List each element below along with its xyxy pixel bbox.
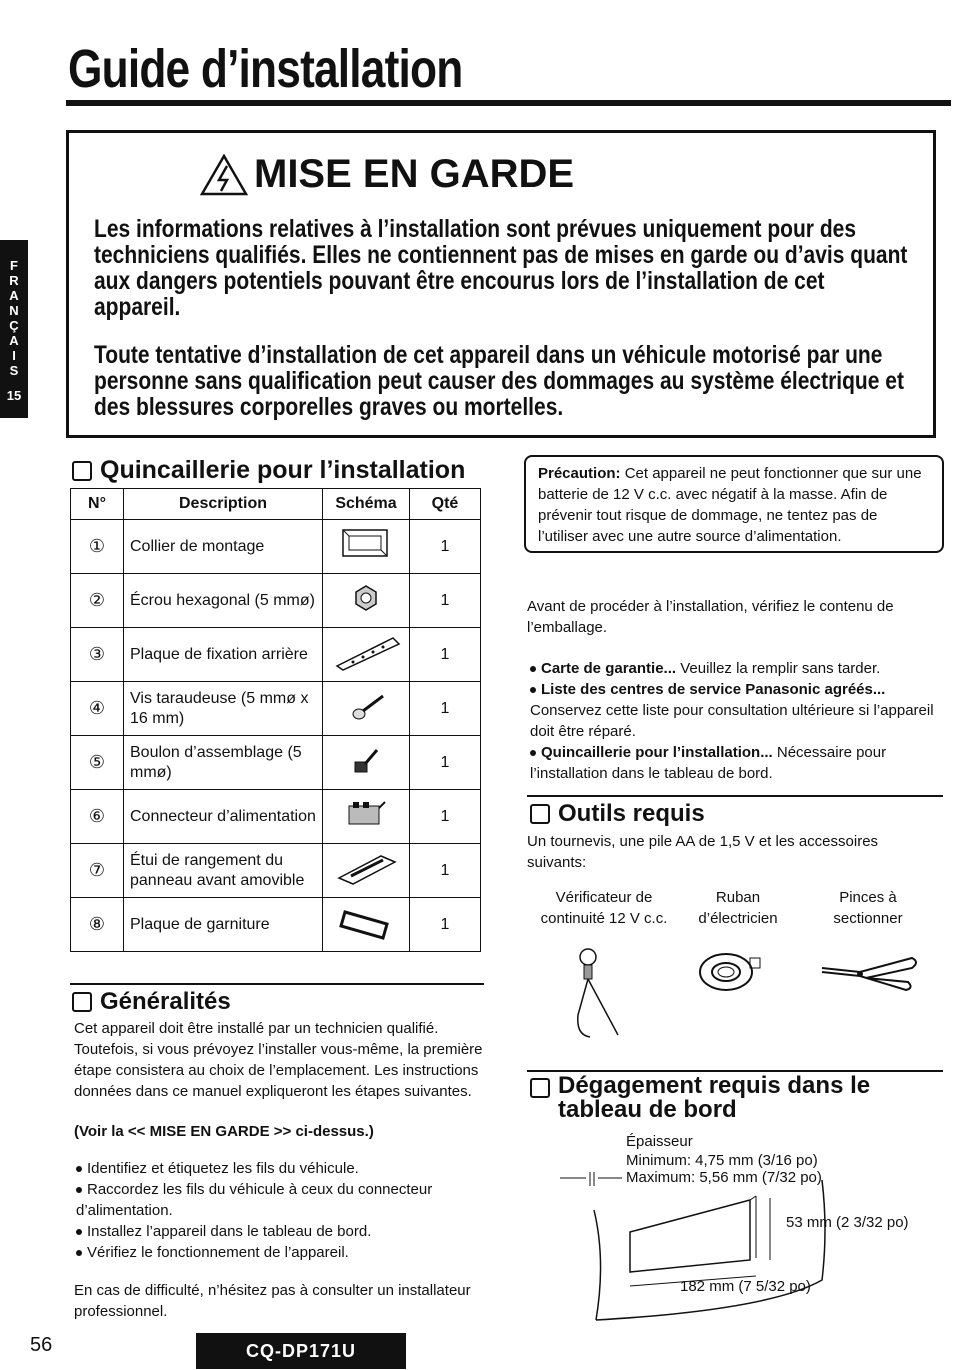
warning-heading-text: MISE EN GARDE xyxy=(254,152,575,196)
clearance-maximum: Maximum: 5,56 mm (7/32 po) xyxy=(626,1169,822,1186)
contents-intro: Avant de procéder à l’installation, vérifiez le contenu de l’emballage. xyxy=(527,598,894,636)
hardware-table-wrap xyxy=(70,488,481,952)
bolt-icon xyxy=(323,736,410,790)
rear-bracket-icon xyxy=(323,628,410,682)
power-connector-icon xyxy=(323,790,410,844)
section-checkbox-icon xyxy=(72,992,92,1012)
lang-letter: N xyxy=(9,303,19,318)
section-checkbox-icon xyxy=(72,461,92,481)
clearance-height: 53 mm (2 3/32 po) xyxy=(786,1214,909,1231)
table-row: ② Écrou hexagonal (5 mmø) 1 xyxy=(71,574,481,628)
precaution-text: Cet appareil ne peut fonctionner que sur une batterie de 12 V c.c. avec négatif à la masse. Afin de prévenir tout risque de dommage, ne tentez pas de l’utiliser avec une autre source d’alimentation. xyxy=(538,465,922,545)
wire-cutters-icon xyxy=(816,950,926,1000)
table-row: ① Collier de montage 1 xyxy=(71,520,481,574)
lang-tab-number: 15 xyxy=(6,388,22,403)
list-item: Raccordez les fils du véhicule à ceux du connecteur d’alimentation. xyxy=(76,1181,433,1219)
tool-label-pliers: Pinces à sectionner xyxy=(833,889,903,927)
dashboard-opening-diagram xyxy=(560,1150,860,1330)
lang-letter: S xyxy=(9,363,19,378)
section-checkbox-icon xyxy=(530,1078,550,1098)
contents-list xyxy=(530,658,942,784)
table-row: ④ Vis taraudeuse (5 mmø x 16 mm) 1 xyxy=(71,682,481,736)
hex-nut-icon xyxy=(323,574,410,628)
table-row: ③ Plaque de fixation arrière 1 xyxy=(71,628,481,682)
model-badge: CQ-DP171U xyxy=(196,1333,406,1369)
general-intro: Cet appareil doit être installé par un technicien qualifié. Toutefois, si vous prévoyez l’installer vous-même, la première étape consistera au choix de l’emplacement. Les instructions données dans ce manuel expliqueront les étapes suivantes. xyxy=(74,1020,483,1100)
warning-paragraph-2: Toute tentative d’installation de cet appareil dans un véhicule motorisé par une personne sans qualification peut causer des dommages au système électrique et des blessures corporelles graves ou mortelles. xyxy=(94,341,904,421)
precaution-box xyxy=(524,455,944,553)
tools-heading: Outils requis xyxy=(530,800,705,828)
language-tab xyxy=(0,240,28,418)
tools-intro: Un tournevis, une pile AA de 1,5 V et les accessoires suivants: xyxy=(527,833,879,871)
lang-letter: F xyxy=(10,258,18,273)
table-row: ⑦ Étui de rangement du panneau avant amovible 1 xyxy=(71,844,481,898)
clearance-minimum: Minimum: 4,75 mm (3/16 po) xyxy=(626,1152,818,1169)
hardware-heading: Quincaillerie pour l’installation xyxy=(72,456,465,485)
section-divider xyxy=(527,795,943,797)
title-divider xyxy=(66,100,951,106)
carrying-case-icon xyxy=(323,844,410,898)
mounting-collar-icon xyxy=(323,520,410,574)
list-item: Vérifiez le fonctionnement de l’appareil. xyxy=(76,1242,476,1263)
table-row: ⑤ Boulon d’assemblage (5 mmø) 1 xyxy=(71,736,481,790)
electrical-tape-icon xyxy=(690,948,770,998)
general-heading: Généralités xyxy=(72,988,231,1016)
table-row: ⑥ Connecteur d’alimentation 1 xyxy=(71,790,481,844)
list-item: Installez l’appareil dans le tableau de bord. xyxy=(76,1221,476,1242)
general-outro: En cas de difficulté, n’hésitez pas à consulter un installateur professionnel. xyxy=(74,1282,471,1320)
list-item: Liste des centres de service Panasonic agréés... Conservez cette liste pour consultation ultérieure si l’appareil doit être réparé. xyxy=(530,681,934,740)
trim-plate-icon xyxy=(323,898,410,952)
warning-heading xyxy=(200,152,574,197)
page-number: 56 xyxy=(30,1334,53,1356)
precaution-label: Précaution: xyxy=(538,465,621,482)
high-voltage-warning-icon xyxy=(200,154,248,196)
general-see-note: (Voir la << MISE EN GARDE >> ci-dessus.) xyxy=(74,1123,374,1140)
lang-letter: Ç xyxy=(9,318,19,333)
lang-letter: I xyxy=(12,348,16,363)
list-item: Identifiez et étiquetez les fils du véhicule. xyxy=(76,1158,476,1179)
lang-letter: R xyxy=(9,273,19,288)
clearance-heading: Dégagement requis dans le tableau de bord xyxy=(530,1074,890,1122)
tapping-screw-icon xyxy=(323,682,410,736)
general-bullets xyxy=(76,1158,476,1263)
clearance-width: 182 mm (7 5/32 po) xyxy=(680,1278,811,1295)
section-checkbox-icon xyxy=(530,804,550,824)
tool-label-tape: Ruban d’électricien xyxy=(698,889,778,927)
list-item: Quincaillerie pour l’installation... Nécessaire pour l’installation dans le tableau de bord. xyxy=(530,744,887,782)
clearance-thickness: Épaisseur xyxy=(626,1133,693,1150)
table-header-row: N° Description Schéma Qté xyxy=(71,489,481,520)
hardware-table xyxy=(70,488,481,952)
tool-label-tester: Vérificateur de continuité 12 V c.c. xyxy=(540,889,668,927)
page-title: Guide d’installation xyxy=(68,39,463,99)
warning-paragraph-1: Les informations relatives à l’installation sont prévues uniquement pour des techniciens qualifiés. Elles ne contiennent pas de mises en garde ou d’avis quant aux dangers potentiels pouvant être encourus lors de l’installation de cet appareil. xyxy=(94,215,908,321)
list-item: Carte de garantie... Veuillez la remplir sans tarder. xyxy=(530,658,942,679)
lang-letter: A xyxy=(9,288,19,303)
section-divider xyxy=(70,983,484,985)
continuity-tester-icon xyxy=(560,945,640,1045)
table-row: ⑧ Plaque de garniture 1 xyxy=(71,898,481,952)
lang-letter: A xyxy=(9,333,19,348)
